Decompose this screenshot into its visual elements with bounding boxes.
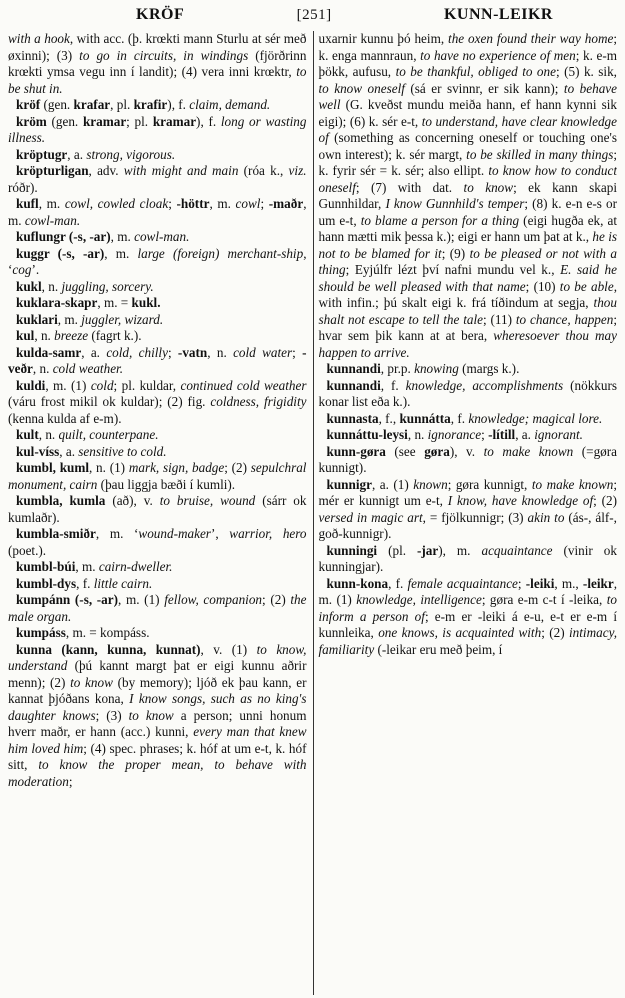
page-header bbox=[8, 6, 617, 28]
translation: akin to bbox=[527, 509, 565, 525]
entry-text: (kenna kulda af e-m). bbox=[8, 410, 122, 426]
entry-text: (-leikar eru með þeim, í bbox=[374, 641, 503, 657]
dictionary-entry bbox=[319, 576, 618, 659]
entry-text: ; (2) bbox=[262, 592, 291, 607]
translation: to go in circuits, in windings bbox=[79, 47, 249, 63]
header-left-headword: KRÖF bbox=[136, 6, 185, 23]
headword: kumbl-búi bbox=[16, 559, 76, 574]
entry-text: ; k. enga mannraun, bbox=[318, 31, 617, 63]
translation: known bbox=[413, 476, 448, 492]
translation: knowing bbox=[414, 361, 459, 376]
entry-text: ; (9) bbox=[441, 245, 470, 261]
dictionary-entry bbox=[8, 114, 307, 147]
entry-text: (something as concerning oneself or touching one's own interest); k. sér margt, bbox=[318, 130, 617, 162]
entry-text: (þú kannt margt þat er eigi kunnu aðrir menn); (2) bbox=[8, 658, 307, 690]
translation: cowl bbox=[235, 196, 261, 211]
translation: thou shalt not escape to tell the tale bbox=[318, 295, 617, 327]
entry-text: (pl. bbox=[377, 542, 418, 558]
entry-text: , m. (1) bbox=[118, 592, 165, 607]
headword: -leiki bbox=[525, 575, 555, 591]
translation: large (foreign) merchant-ship bbox=[137, 245, 304, 261]
entry-text: (fjörðrinn krœkti ymsa vegu inn í landit); (4) vera inni krœktr, bbox=[8, 47, 307, 79]
headword: -höttr bbox=[176, 196, 210, 211]
translation: cowl-man. bbox=[24, 212, 81, 228]
translation: with a hook bbox=[8, 31, 70, 46]
entry-text: , v. (1) bbox=[200, 641, 257, 657]
headword: kunnátta bbox=[399, 410, 451, 426]
dictionary-entry bbox=[8, 460, 307, 493]
entry-text: , n. bbox=[32, 361, 53, 376]
entry-text: , pr.p. bbox=[380, 361, 415, 376]
entry-text: , n. (1) bbox=[89, 460, 129, 475]
dictionary-entry bbox=[8, 444, 307, 461]
translation: to behave well bbox=[318, 80, 617, 112]
entry-text: (poet.). bbox=[8, 542, 47, 558]
translation: ignorance bbox=[427, 427, 482, 442]
dictionary-entry bbox=[8, 312, 307, 329]
translation: little cairn. bbox=[93, 575, 153, 591]
entry-text: , n. bbox=[38, 427, 59, 442]
translation: E. said he should be well pleased with that name bbox=[318, 262, 617, 294]
translation: cold bbox=[90, 377, 114, 393]
translation: cowl, cowled cloak bbox=[64, 196, 169, 211]
dictionary-entry bbox=[8, 163, 307, 196]
entry-text: (see bbox=[385, 443, 425, 459]
headword: kukl bbox=[16, 278, 42, 294]
entry-text: (váru frost mikil ok kuldar); (2) fig. bbox=[8, 394, 211, 409]
dictionary-entry bbox=[8, 229, 307, 246]
translation: he is not to be blamed for it bbox=[318, 229, 617, 261]
entry-text: , m., bbox=[554, 575, 583, 591]
entry-text: ; e-m er -leiki á e-u, e-t er e-m í kunnleika, bbox=[318, 608, 617, 640]
translation: one knows, is acquainted with bbox=[378, 625, 542, 640]
entry-text: ; (4) spec. phrases; k. hóf at um e-t, k. hóf sitt, bbox=[8, 740, 307, 772]
headword: kramar bbox=[152, 113, 197, 129]
entry-text: ; bbox=[481, 427, 489, 442]
translation: intimacy, familiarity bbox=[318, 625, 617, 657]
entry-text: ; pl. bbox=[126, 113, 153, 129]
entry-text: ; (7) with dat. bbox=[355, 179, 464, 195]
translation: viz. bbox=[288, 163, 307, 178]
entry-text: , a. bbox=[81, 344, 107, 360]
translation: coldness, frigidity bbox=[210, 394, 307, 409]
translation: ignorant. bbox=[534, 427, 583, 442]
translation: warrior, hero bbox=[229, 526, 307, 541]
headword: kunnandi bbox=[326, 377, 381, 393]
translation: to blame a person for a thing bbox=[360, 212, 520, 228]
entry-text: , m. bbox=[209, 196, 236, 211]
translation: cowl-man. bbox=[134, 229, 190, 244]
translation: juggler, wizard. bbox=[81, 311, 164, 327]
entry-text: ’, bbox=[210, 526, 230, 541]
entry-text: ; bbox=[167, 344, 178, 360]
entry-text: , f. bbox=[76, 575, 94, 591]
headword: kunningi bbox=[326, 542, 378, 558]
translation: cairn-dweller. bbox=[98, 559, 173, 574]
entry-text: (gen. bbox=[46, 113, 83, 129]
translation: to understand, have clear knowledge of bbox=[318, 113, 617, 145]
entry-text: , a. bbox=[515, 427, 535, 442]
headword: kul-víss bbox=[16, 443, 60, 459]
entry-text: (vinir ok kunningjar). bbox=[318, 542, 617, 574]
headword: kulda-samr bbox=[16, 344, 82, 360]
headword: kuflungr (-s, -ar) bbox=[16, 229, 111, 244]
entry-text: , m. bbox=[110, 229, 135, 244]
headword: -lítill bbox=[488, 427, 516, 442]
dictionary-entry bbox=[319, 378, 618, 411]
entry-text: ; (5) k. sik, bbox=[555, 64, 617, 79]
entry-text: ; (2) bbox=[224, 460, 251, 475]
headword: kumpánn (-s, -ar) bbox=[16, 592, 119, 607]
entry-text: ; bbox=[260, 196, 269, 211]
translation: quilt, counterpane. bbox=[58, 427, 159, 442]
entry-text: , f. bbox=[380, 377, 406, 393]
entry-text: (margs k.). bbox=[458, 361, 520, 376]
entry-text: (sárr ok kumlaðr). bbox=[8, 493, 307, 525]
entry-text: (ás-, álf-, goð-kunnigr). bbox=[318, 509, 617, 541]
dictionary-entry bbox=[319, 427, 618, 444]
entry-text: , with infin.; þú skalt eigi k. frá tíðindum at segja, bbox=[318, 278, 617, 310]
entry-text: , f., bbox=[378, 410, 400, 426]
entry-text: ; pl. kuldar, bbox=[113, 377, 181, 393]
header-right-headword: KUNN-LEIKR bbox=[443, 6, 553, 23]
entry-text: , n. bbox=[34, 328, 55, 343]
entry-text: ’. bbox=[31, 262, 40, 277]
translation: long or wasting illness. bbox=[8, 113, 307, 145]
translation: to be able bbox=[559, 278, 614, 294]
entry-text: ; gøra kunnigt, bbox=[447, 476, 532, 492]
translation: cold, chilly bbox=[106, 344, 168, 360]
translation: mark, sign, badge bbox=[128, 460, 225, 475]
entry-text: (fagrt k.). bbox=[88, 328, 142, 343]
entry-text: (nökkurs konar list eða k.). bbox=[318, 377, 617, 409]
entry-text: (þau liggja bæði í kumli). bbox=[97, 476, 236, 492]
entry-text: , with acc. (þ. krœkti mann Sturlu at sér með øxinni); (3) bbox=[8, 31, 307, 63]
headword: -maðr bbox=[268, 196, 304, 211]
dictionary-entry bbox=[8, 31, 307, 97]
entry-text: , ‘ bbox=[8, 245, 307, 277]
translation: to make known bbox=[531, 476, 614, 492]
entry-text: , m. bbox=[75, 559, 99, 574]
translation: to be skilled in many things bbox=[466, 146, 614, 162]
entry-text: ), m. bbox=[438, 542, 482, 558]
headword: kröm bbox=[16, 113, 47, 129]
entry-text: , n. bbox=[407, 427, 428, 442]
entry-text: ; (2) bbox=[593, 493, 617, 508]
headword: kul bbox=[16, 328, 35, 343]
headword: kunn-kona bbox=[326, 575, 389, 591]
translation: acquaintance bbox=[481, 542, 553, 558]
translation: to be shut in. bbox=[8, 64, 307, 96]
entry-text: ; bbox=[168, 196, 177, 211]
headword: kuklara-skapr bbox=[16, 295, 98, 310]
translation: juggling, sorcery. bbox=[61, 278, 154, 294]
translation: fellow, companion bbox=[164, 592, 263, 607]
entry-text: ), f. bbox=[167, 97, 190, 112]
entry-text: , m. = kompáss. bbox=[65, 625, 150, 640]
headword: krafir bbox=[133, 97, 168, 112]
entry-text: , a. (1) bbox=[371, 476, 414, 492]
headword: kufl bbox=[16, 196, 39, 211]
translation: cold weather. bbox=[52, 361, 124, 376]
headword: kult bbox=[16, 427, 39, 442]
entry-text: (eigi hugða ek, at hann mætti mik þessa k.); eigi er hann um þat at k., bbox=[318, 212, 617, 244]
headword: krafar bbox=[73, 97, 111, 112]
entry-text: , m. (1) bbox=[45, 377, 91, 393]
entry-text: ), f. bbox=[196, 113, 221, 129]
translation: knowledge; magical lore. bbox=[468, 410, 603, 426]
entry-text: , a. bbox=[67, 146, 87, 162]
entry-text: , n. bbox=[41, 278, 62, 294]
entry-text: ; (8) k. e-n e-s or um e-t, bbox=[318, 196, 617, 228]
entry-text: ; (10) bbox=[525, 278, 560, 294]
translation: claim, demand. bbox=[189, 97, 271, 112]
entry-text: ; k. fyrir sér = k. sér; also ellipt. bbox=[318, 146, 617, 178]
page-number: [251] bbox=[296, 7, 332, 23]
entry-text: ; ek kann skapi Gunnhildar, bbox=[318, 179, 617, 211]
translation: female acquaintance bbox=[407, 575, 518, 591]
translation: every man that knew him loved him bbox=[8, 724, 307, 756]
translation: to know bbox=[463, 179, 514, 195]
headword: kramar bbox=[82, 113, 127, 129]
dictionary-entry bbox=[8, 97, 307, 114]
dictionary-entry bbox=[319, 411, 618, 428]
column-divider bbox=[313, 31, 314, 995]
headword: kunna (kann, kunna, kunnat) bbox=[16, 641, 201, 657]
entry-text: , f. bbox=[388, 575, 408, 591]
dictionary-entry bbox=[8, 592, 307, 625]
dictionary-entry bbox=[8, 576, 307, 593]
translation: sensitive to cold. bbox=[78, 443, 167, 459]
translation: to know the proper mean, to behave with moderation bbox=[8, 757, 307, 789]
translation: to be thankful, obliged to one bbox=[395, 64, 556, 79]
headword: -leikr bbox=[582, 575, 614, 591]
translation: to inform a person of bbox=[318, 592, 617, 624]
headword: kumpáss bbox=[16, 625, 66, 640]
dictionary-entry bbox=[8, 196, 307, 229]
entry-text: a person; unni honum hverr maðr, er hann (acc.) kunni, bbox=[8, 707, 307, 739]
headword: kunnigr bbox=[326, 476, 372, 492]
entry-text: ; mér er kunnigt um e-t, bbox=[318, 476, 617, 508]
headword: kröf bbox=[16, 97, 41, 112]
entry-text: (að), v. bbox=[105, 493, 160, 508]
translation: I know, have knowledge of bbox=[447, 493, 594, 508]
entry-text: , pl. bbox=[110, 97, 134, 112]
entry-text: (gen. bbox=[40, 97, 74, 112]
translation: I know Gunnhild's temper bbox=[385, 196, 525, 211]
headword: kumbla-smiðr bbox=[16, 526, 96, 541]
translation: to know oneself bbox=[318, 80, 405, 96]
translation: knowledge, intelligence bbox=[356, 592, 482, 607]
headword: kuldi bbox=[16, 377, 46, 393]
entry-text: ; (2) bbox=[541, 625, 570, 640]
translation: I know songs, such as no king's daughter knows bbox=[8, 691, 307, 723]
entry-text: ; bbox=[292, 344, 303, 360]
entry-text: (=gøra kunnigt). bbox=[318, 443, 617, 475]
dictionary-entry bbox=[319, 444, 618, 477]
dictionary-entry bbox=[8, 559, 307, 576]
headword: kuklari bbox=[16, 311, 58, 327]
entry-text: (by memory); ljóð ek þau kann, er kannat þjóðans kona, bbox=[8, 674, 307, 706]
dictionary-entry bbox=[8, 147, 307, 164]
headword: gøra bbox=[424, 443, 450, 459]
headword: kunn-gøra bbox=[326, 443, 386, 459]
right-column bbox=[313, 31, 618, 995]
dictionary-entry bbox=[319, 31, 618, 361]
headword: kumbla, kumla bbox=[16, 493, 106, 508]
dictionary-entry bbox=[8, 642, 307, 791]
headword: -jar bbox=[417, 542, 439, 558]
entry-text: , f. bbox=[450, 410, 469, 426]
left-column bbox=[8, 31, 313, 995]
translation: breeze bbox=[54, 328, 89, 343]
entry-text: (róa k., bbox=[238, 163, 289, 178]
headword: kunnasta bbox=[326, 410, 379, 426]
translation: to know bbox=[70, 674, 113, 690]
translation: to know bbox=[128, 707, 174, 723]
entry-text: ; hvar sem þik kann at at bera, bbox=[318, 311, 617, 343]
translation: with might and main bbox=[123, 163, 239, 178]
dictionary-entry bbox=[319, 477, 618, 543]
translation: continued cold weather bbox=[180, 377, 307, 393]
headword: kumbl-dys bbox=[16, 575, 77, 591]
entry-text: , m. ‘ bbox=[95, 526, 139, 541]
entry-text: uxarnir kunnu þó heim, bbox=[318, 31, 449, 46]
entry-text: , m. (1) bbox=[318, 575, 617, 607]
entry-text: ; bbox=[68, 773, 73, 789]
entry-text: , m. bbox=[38, 196, 65, 211]
translation: wheresoever thou may happen to arrive. bbox=[318, 328, 617, 360]
headword: kröptugr bbox=[16, 146, 68, 162]
entry-text: , m. bbox=[57, 311, 82, 327]
entry-text: (sá er svinnr, er sik kann); bbox=[404, 80, 564, 96]
translation: to chance, happen bbox=[515, 311, 614, 327]
entry-text: , m. bbox=[104, 245, 138, 261]
headword: kröpturligan bbox=[16, 163, 89, 178]
dictionary-entry bbox=[8, 279, 307, 296]
translation: to know, understand bbox=[8, 641, 307, 673]
translation: the male organ. bbox=[8, 592, 307, 624]
dictionary-entry bbox=[8, 328, 307, 345]
translation: cog bbox=[12, 262, 32, 277]
entry-text: ; Eyjúlfr lézt því nafni mundu vel k., bbox=[345, 262, 561, 277]
translation: to make known bbox=[483, 443, 574, 459]
translation: sepulchral monument, cairn bbox=[8, 460, 307, 492]
translation: to be pleased or not with a thing bbox=[318, 245, 617, 277]
dictionary-entry bbox=[8, 427, 307, 444]
entry-text: (G. kveðst mundu meiða hann, ef hann kynni sik eigi); (6) k. sér e-t, bbox=[318, 97, 617, 129]
headword: kumbl, kuml bbox=[16, 460, 90, 475]
entry-text: ; bbox=[517, 575, 526, 591]
dictionary-entry bbox=[8, 246, 307, 279]
dictionary-entry bbox=[319, 361, 618, 378]
headword: -veðr bbox=[8, 344, 307, 376]
dictionary-entry bbox=[8, 345, 307, 378]
entry-text: ; k. e-m þökk, aufusu, bbox=[318, 47, 617, 79]
translation: to know how to conduct oneself bbox=[318, 163, 617, 195]
entry-text: , a. bbox=[59, 443, 79, 459]
translation: to have no experience of men bbox=[420, 47, 576, 63]
headword: kuggr (-s, -ar) bbox=[16, 245, 105, 261]
dictionary-entry bbox=[8, 378, 307, 428]
entry-text: ; gøra e-m c-t í -leika, bbox=[481, 592, 607, 607]
translation: the oxen found their way home bbox=[448, 31, 614, 46]
columns bbox=[8, 31, 617, 995]
entry-text: ), v. bbox=[449, 443, 484, 459]
translation: strong, vigorous. bbox=[86, 146, 176, 162]
entry-text: róðr). bbox=[8, 179, 38, 195]
entry-text: , adv. bbox=[88, 163, 124, 178]
dictionary-entry bbox=[319, 543, 618, 576]
entry-text: ; (11) bbox=[483, 311, 516, 327]
translation: to bruise, wound bbox=[159, 493, 256, 508]
entry-text: ; (3) bbox=[95, 707, 129, 723]
dictionary-entry bbox=[8, 493, 307, 526]
dictionary-entry bbox=[8, 625, 307, 642]
entry-text: , n. bbox=[207, 344, 234, 360]
entry-text: , m. bbox=[8, 196, 307, 228]
translation: knowledge, accomplishments bbox=[405, 377, 564, 393]
translation: versed in magic art bbox=[318, 509, 423, 525]
translation: wound-maker bbox=[138, 526, 211, 541]
headword: kunnáttu-leysi bbox=[326, 427, 408, 442]
headword: -vatn bbox=[177, 344, 208, 360]
translation: cold water bbox=[233, 344, 293, 360]
entry-text: , = fjölkunnigr; (3) bbox=[422, 509, 528, 525]
headword: kunnandi bbox=[326, 361, 381, 376]
dictionary-entry bbox=[8, 295, 307, 312]
entry-text: , m. = bbox=[97, 295, 132, 310]
headword: kukl. bbox=[131, 295, 161, 310]
dictionary-entry bbox=[8, 526, 307, 559]
